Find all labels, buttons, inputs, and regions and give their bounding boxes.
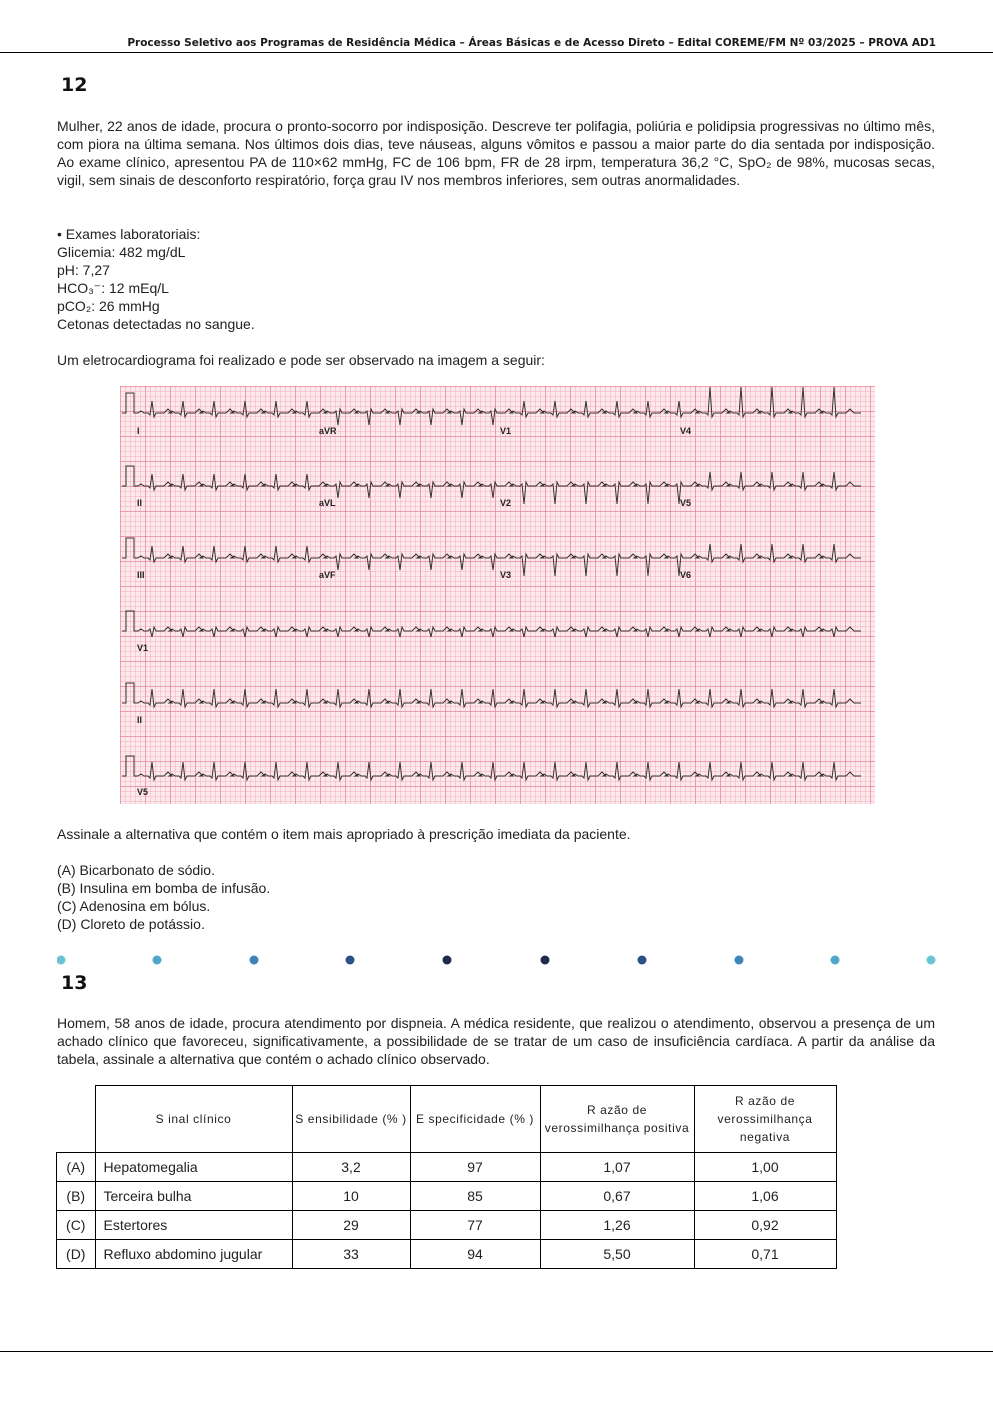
header-sensibilidade: S ensibilidade (% )	[292, 1086, 410, 1153]
ecg-trace	[122, 756, 861, 780]
row-sens: 10	[292, 1182, 410, 1211]
table-row	[57, 1240, 837, 1269]
question-divider	[57, 950, 937, 970]
row-sign: Refluxo abdomino jugular	[95, 1240, 292, 1269]
row-lrpos: 1,07	[540, 1153, 694, 1182]
row-spec: 85	[410, 1182, 540, 1211]
header-title: Processo Seletivo aos Programas de Residência Médica – Áreas Básicas e de Acesso Direto – Edital COREME/FM Nº 03/2025 – PROVA AD1	[127, 37, 936, 49]
ecg-image	[120, 386, 875, 804]
lead-label: I	[137, 426, 140, 436]
lead-label: III	[137, 570, 145, 580]
row-spec: 77	[410, 1211, 540, 1240]
question-number-13: 13	[61, 972, 88, 994]
row-lrpos: 1,26	[540, 1211, 694, 1240]
lead-label: V1	[137, 643, 149, 653]
header-rv-negativa: R azão de verossimilhança negativa	[694, 1086, 836, 1153]
row-spec: 97	[410, 1153, 540, 1182]
question-12-prompt: Assinale a alternativa que contém o item mais apropriado à prescrição imediata da paciente.	[57, 826, 631, 842]
question-number-12: 12	[61, 74, 88, 96]
lead-label: aVF	[319, 570, 336, 580]
lead-label: V3	[500, 570, 512, 580]
ecg-intro: Um eletrocardiograma foi realizado e pode ser observado na imagem a seguir:	[57, 352, 545, 368]
lab-cetonas: Cetonas detectadas no sangue.	[57, 316, 255, 332]
row-letter[interactable]: (D)	[57, 1240, 96, 1269]
row-sign: Terceira bulha	[95, 1182, 292, 1211]
ecg-traces	[120, 386, 875, 804]
lab-ph: pH: 7,27	[57, 262, 110, 278]
lead-label: V6	[680, 570, 692, 580]
ecg-trace	[122, 611, 861, 637]
row-lrneg: 1,06	[694, 1182, 836, 1211]
option-d[interactable]: (D) Cloreto de potássio.	[57, 916, 205, 932]
clinical-signs-table	[56, 1085, 837, 1269]
row-sign: Estertores	[95, 1211, 292, 1240]
page-header	[0, 0, 993, 53]
lead-label: II	[137, 498, 143, 508]
row-lrneg: 0,71	[694, 1240, 836, 1269]
ecg-trace	[122, 387, 861, 425]
ecg-trace	[122, 683, 861, 707]
row-lrpos: 0,67	[540, 1182, 694, 1211]
lead-label: V1	[500, 426, 512, 436]
labs-title: • Exames laboratoriais:	[57, 226, 201, 242]
lab-hco3: HCO₃⁻: 12 mEq/L	[57, 280, 169, 296]
lab-pco2: pCO₂: 26 mmHg	[57, 298, 160, 314]
row-spec: 94	[410, 1240, 540, 1269]
table-row	[57, 1211, 837, 1240]
row-lrneg: 1,00	[694, 1153, 836, 1182]
row-sens: 29	[292, 1211, 410, 1240]
row-sens: 33	[292, 1240, 410, 1269]
header-rv-positiva: R azão de verossimilhança positiva	[540, 1086, 694, 1153]
question-12-stem: Mulher, 22 anos de idade, procura o pronto-socorro por indisposição. Descreve ter polifagia, poliúria e polidipsia progressivas no último mês, com piora na última semana. Nos últimos dois dias, teve náuseas, alguns vômitos e passou a maior parte do dia sentada por indisposição. Ao exame clínico, apresentou PA de 110×62 mmHg, FC de 106 bpm, FR de 28 irpm, temperatura 36,2 °C, SpO₂ de 98%, mucosas secas, vigil, sem sinais de desconforto respiratório, força grau IV nos membros inferiores, sem outras anormalidades.	[57, 118, 935, 188]
option-c[interactable]: (C) Adenosina em bólus.	[57, 898, 211, 914]
header-sinal: S inal clínico	[95, 1086, 292, 1153]
row-sens: 3,2	[292, 1153, 410, 1182]
footer-line	[0, 1351, 993, 1352]
question-13-stem: Homem, 58 anos de idade, procura atendimento por dispneia. A médica residente, que realizou o atendimento, observou a presença de um achado clínico que favoreceu, significativamente, a possibilidade de se tratar de um caso de insuficiência cardíaca. A partir da análise da tabela, assinale a alternativa que contém o achado clínico observado.	[57, 1015, 935, 1067]
lead-label: V5	[680, 498, 692, 508]
row-letter[interactable]: (B)	[57, 1182, 96, 1211]
row-lrneg: 0,92	[694, 1211, 836, 1240]
lead-label: V2	[500, 498, 512, 508]
lead-label: aVR	[319, 426, 337, 436]
lead-label: V4	[680, 426, 692, 436]
row-sign: Hepatomegalia	[95, 1153, 292, 1182]
table-row	[57, 1182, 837, 1211]
option-a[interactable]: (A) Bicarbonato de sódio.	[57, 862, 215, 878]
lead-label: II	[137, 715, 143, 725]
ecg-trace	[122, 466, 861, 504]
ecg-trace	[122, 538, 861, 576]
lead-label: aVL	[319, 498, 336, 508]
row-lrpos: 5,50	[540, 1240, 694, 1269]
row-letter[interactable]: (A)	[57, 1153, 96, 1182]
table-row	[57, 1153, 837, 1182]
header-especificidade: E specificidade (% )	[410, 1086, 540, 1153]
option-b[interactable]: (B) Insulina em bomba de infusão.	[57, 880, 271, 896]
row-letter[interactable]: (C)	[57, 1211, 96, 1240]
lab-glicemia: Glicemia: 482 mg/dL	[57, 244, 186, 260]
lead-label: V5	[137, 787, 149, 797]
